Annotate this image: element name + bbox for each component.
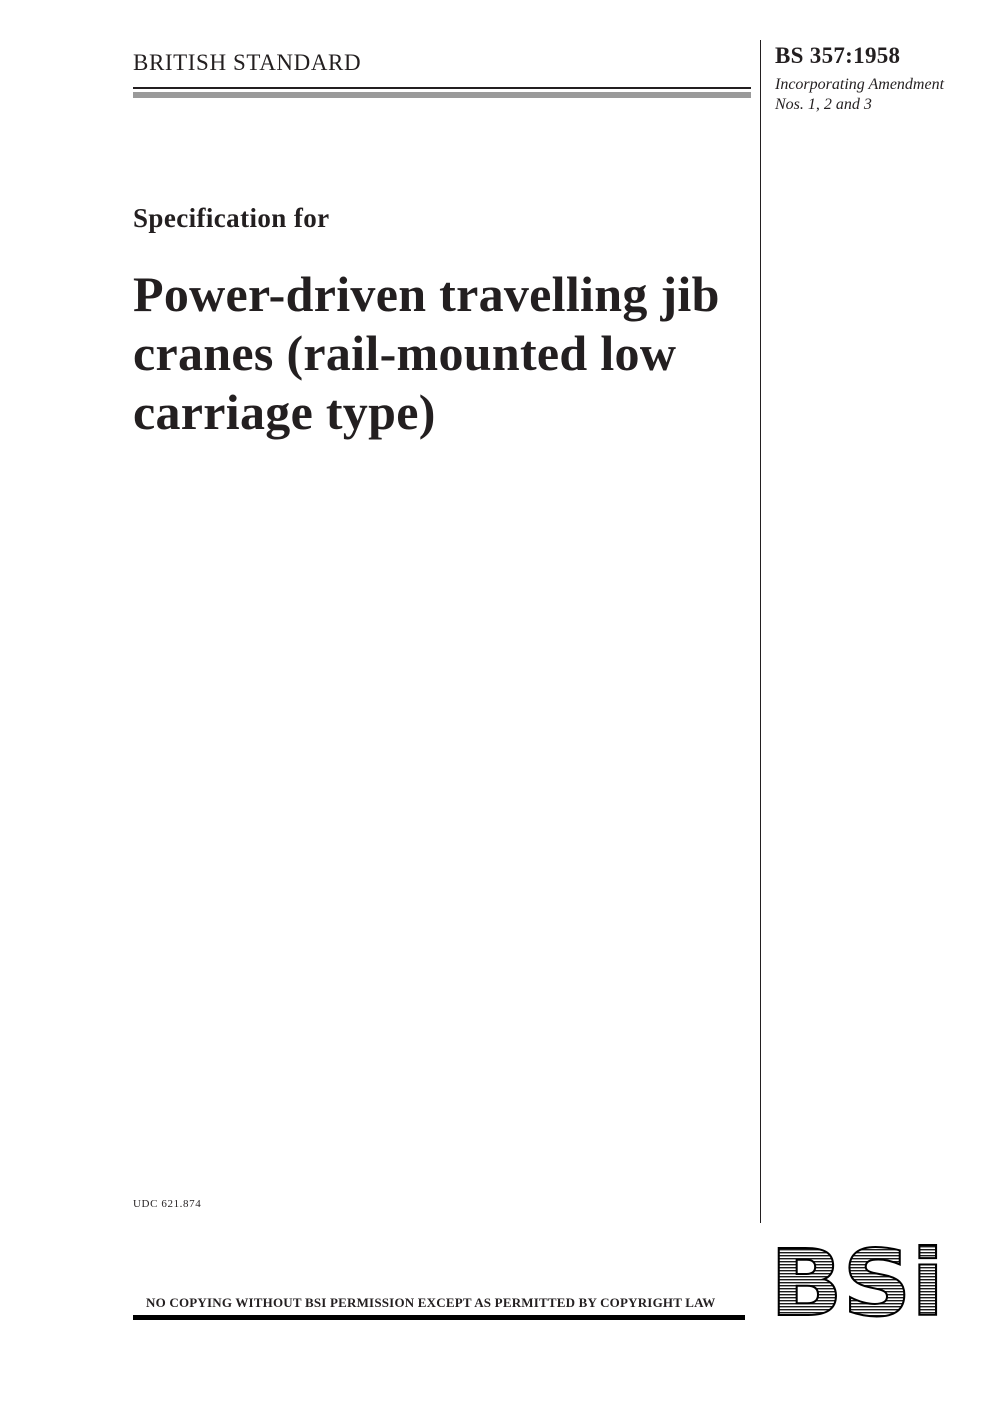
footer-rule [133, 1315, 745, 1320]
series-label: BRITISH STANDARD [133, 50, 362, 75]
header-rule-thin [133, 87, 751, 89]
bsi-logo-text: BSi [770, 1243, 944, 1319]
copyright-notice: NO COPYING WITHOUT BSI PERMISSION EXCEPT AS PERMITTED BY COPYRIGHT LAW [146, 1295, 716, 1310]
standard-number: BS 357:1958 [775, 43, 901, 68]
header-rule-grey [133, 92, 751, 98]
udc-code: UDC 621.874 [133, 1198, 202, 1210]
amendment-note: Incorporating Amendment Nos. 1, 2 and 3 [775, 76, 945, 113]
column-divider [760, 40, 761, 1223]
title-intro: Specification for [133, 203, 330, 233]
bsi-logo-icon [770, 1243, 944, 1319]
document-title: Power-driven travelling jib cranes (rail-mounted low carriage type) [133, 266, 720, 440]
